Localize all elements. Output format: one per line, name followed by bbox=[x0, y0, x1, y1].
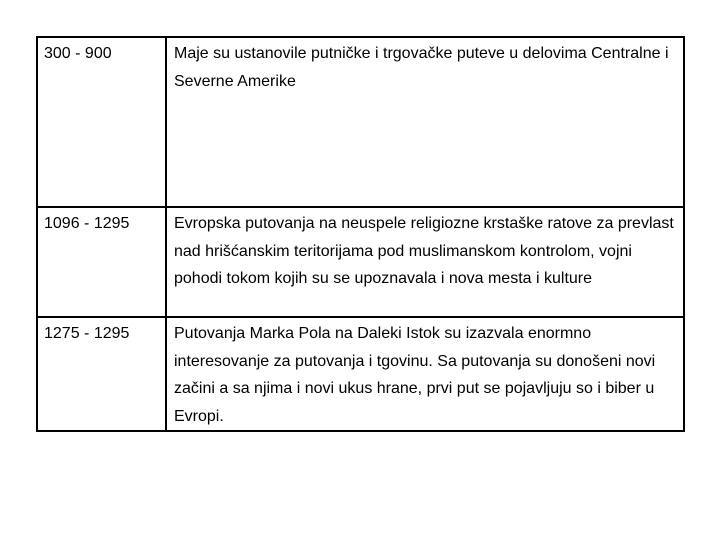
period-cell: 1096 - 1295 bbox=[37, 207, 166, 317]
table-row bbox=[37, 207, 684, 317]
timeline-table bbox=[36, 36, 685, 432]
period-cell: 1275 - 1295 bbox=[37, 317, 166, 431]
description-cell: Putovanja Marka Pola na Daleki Istok su izazvala enormno interesovanje za putovanja i tgovinu. Sa putovanja su donošeni novi začini a sa njima i novi ukus hrane, prvi put se pojavljuju so i biber u Evropi. bbox=[166, 317, 684, 431]
table-row bbox=[37, 37, 684, 207]
period-cell: 300 - 900 bbox=[37, 37, 166, 207]
description-cell: Evropska putovanja na neuspele religiozne krstaške ratove za prevlast nad hrišćanskim teritorijama pod muslimanskom kontrolom, vojni pohodi tokom kojih su se upoznavala i nova mesta i kulture bbox=[166, 207, 684, 317]
description-cell: Maje su ustanovile putničke i trgovačke puteve u delovima Centralne i Severne Amerike bbox=[166, 37, 684, 207]
table-row bbox=[37, 317, 684, 431]
